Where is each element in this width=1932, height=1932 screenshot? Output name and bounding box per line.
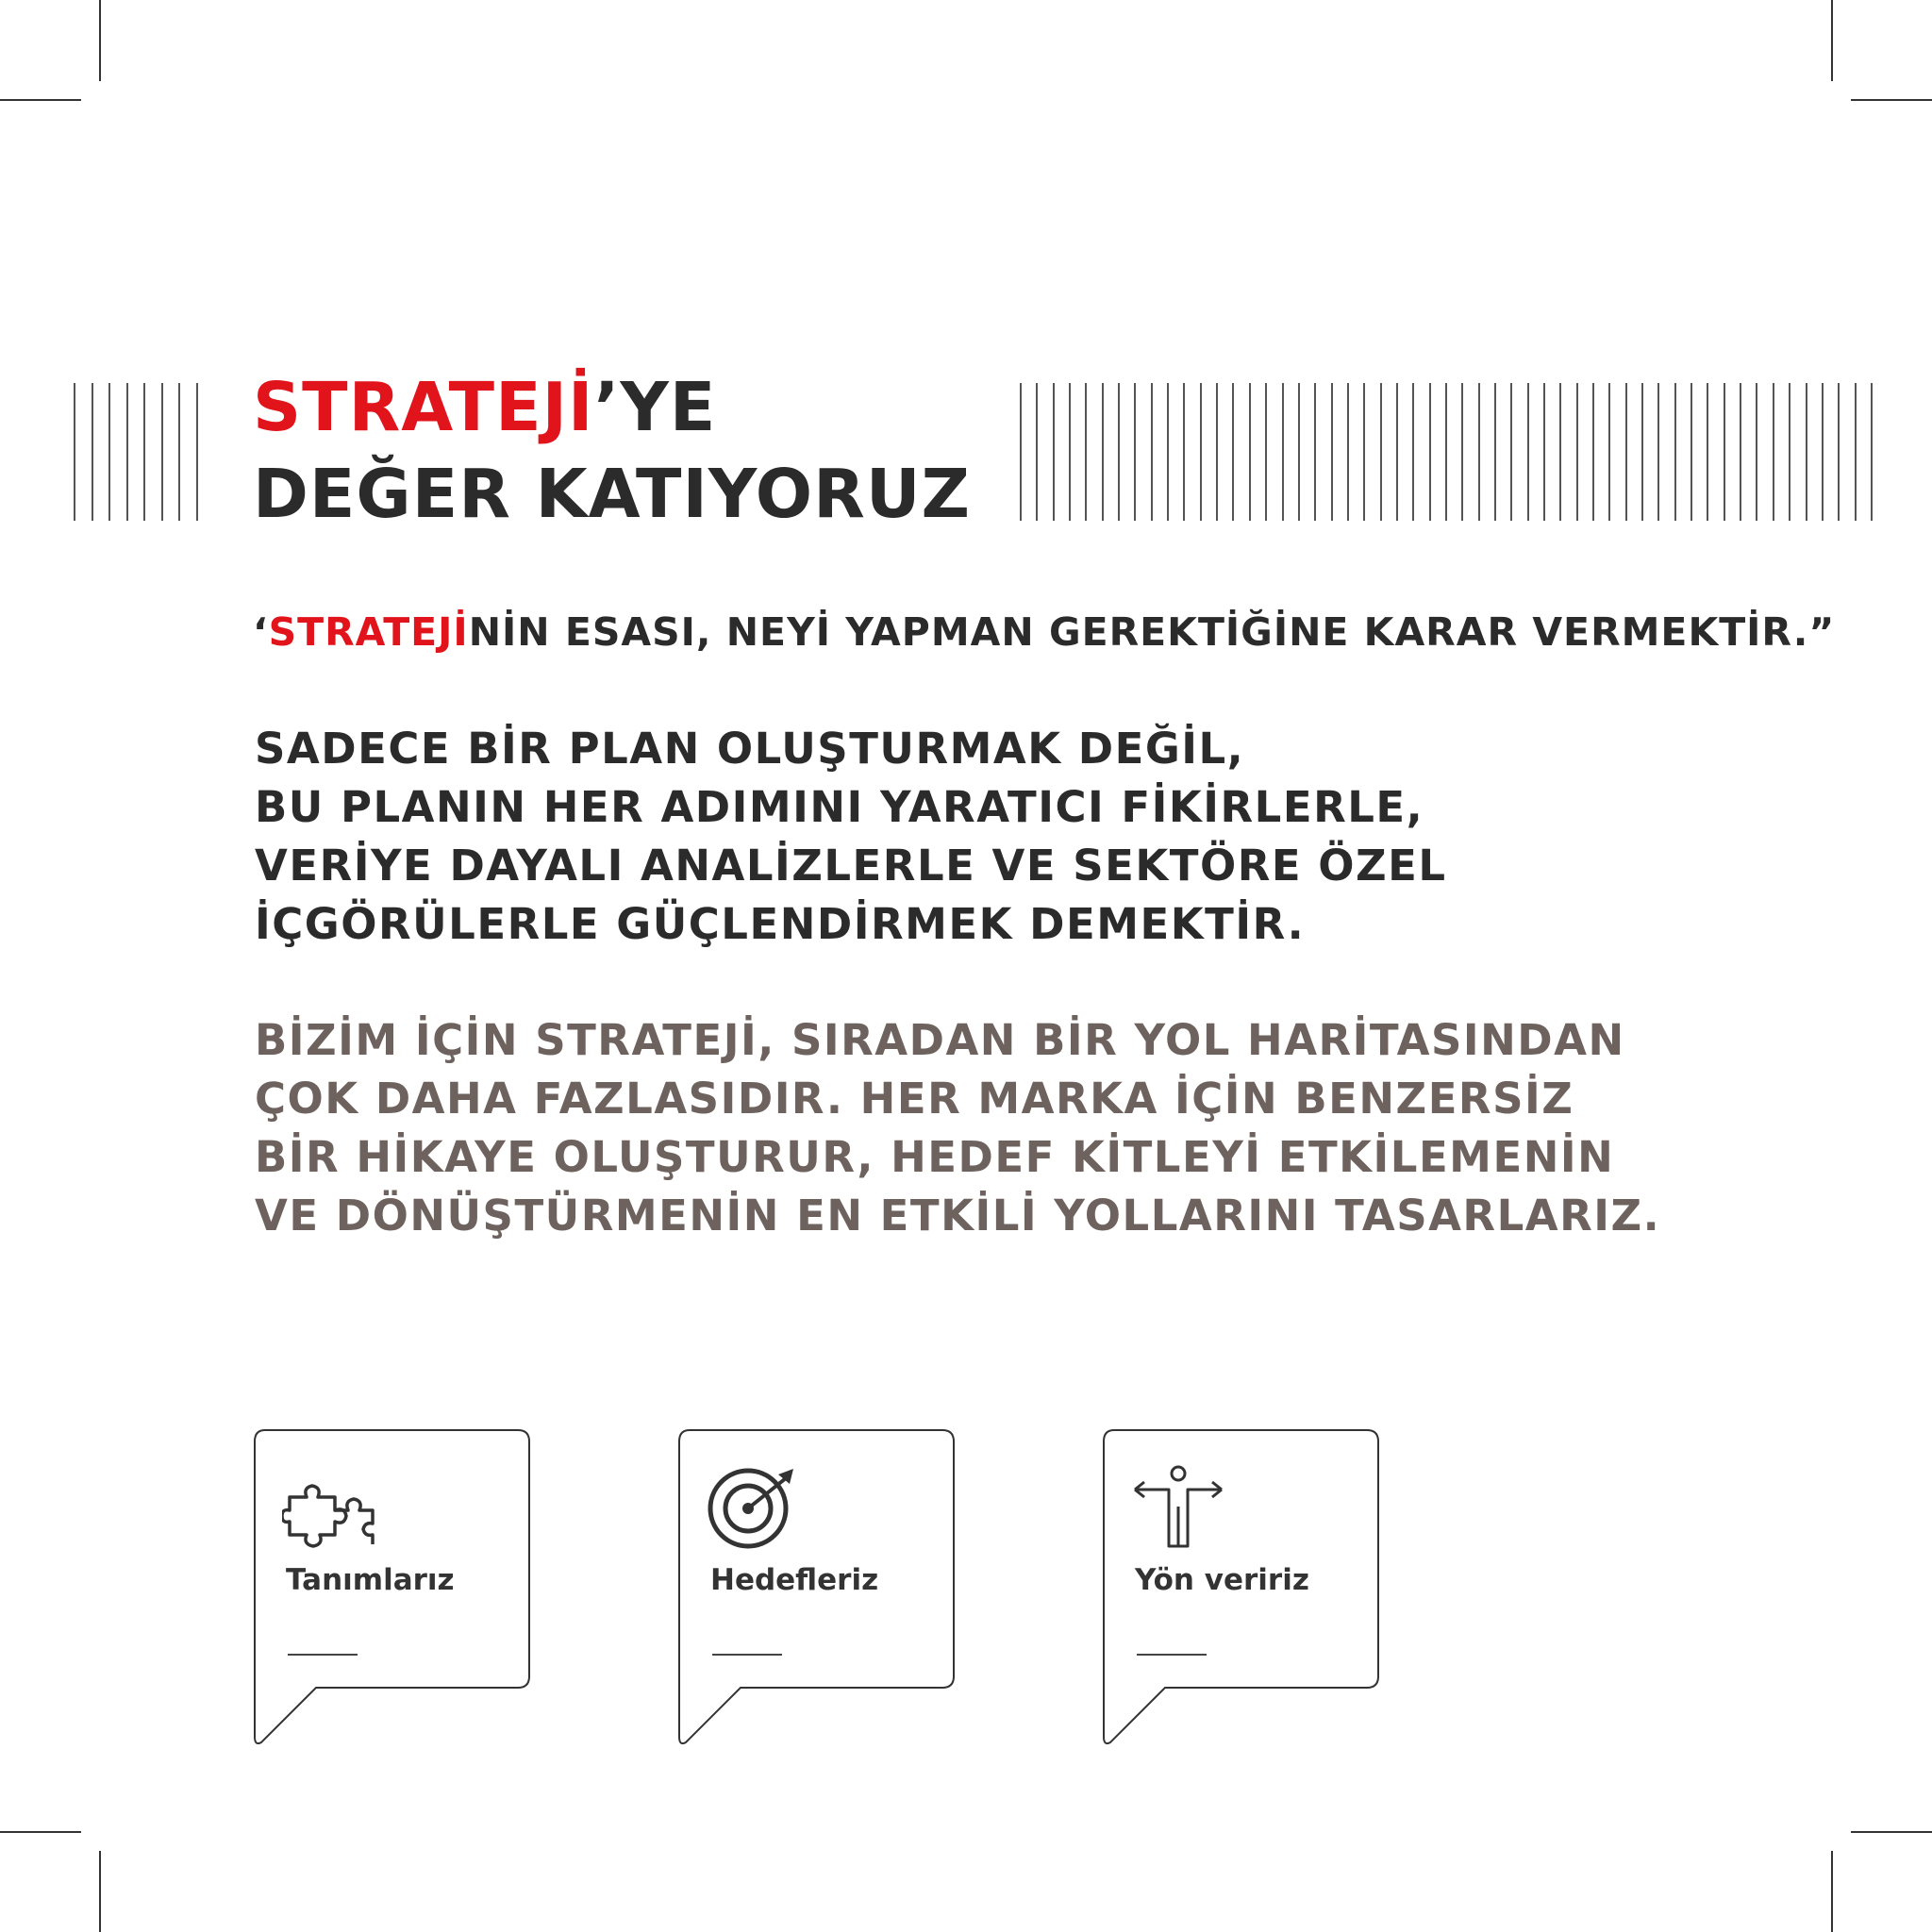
crop-mark-bottom-right-v <box>1831 1851 1833 1932</box>
headline-line2: DEĞER KATIYORUZ <box>253 455 971 533</box>
direction-person-icon <box>1131 1465 1225 1550</box>
decorative-lines-left <box>74 383 198 521</box>
decorative-line <box>1559 383 1561 521</box>
paragraph-2-line: BİR HİKAYE OLUŞTURUR, HEDEF KİTLEYİ ETKİLEMENİN <box>255 1132 1615 1182</box>
decorative-line <box>1134 383 1136 521</box>
decorative-line <box>1510 383 1512 521</box>
decorative-line <box>1478 383 1480 521</box>
quote-accent: STRATEJİ <box>268 609 469 655</box>
decorative-line <box>1690 383 1692 521</box>
decorative-line <box>196 383 198 521</box>
decorative-line <box>1069 383 1071 521</box>
decorative-line <box>1183 383 1185 521</box>
decorative-line <box>1314 383 1316 521</box>
decorative-line <box>143 383 145 521</box>
crop-mark-top-left-v <box>99 0 101 81</box>
decorative-line <box>1347 383 1349 521</box>
paragraph-2 <box>255 1011 1660 1245</box>
decorative-line <box>1838 383 1840 521</box>
decorative-line <box>1167 383 1169 521</box>
decorative-lines-right <box>1020 383 1873 521</box>
decorative-line <box>1592 383 1594 521</box>
decorative-line <box>1756 383 1757 521</box>
decorative-line <box>1527 383 1529 521</box>
decorative-line <box>1625 383 1627 521</box>
paragraph-1-line: BU PLANIN HER ADIMINI YARATICI FİKİRLERLE, <box>255 782 1424 832</box>
paragraph-2-line: ÇOK DAHA FAZLASIDIR. HER MARKA İÇİN BENZERSİZ <box>255 1074 1574 1124</box>
paragraph-2-line: BİZİM İÇİN STRATEJİ, SIRADAN BİR YOL HARİTASINDAN <box>255 1015 1625 1065</box>
decorative-line <box>161 383 163 521</box>
decorative-line <box>108 383 110 521</box>
decorative-line <box>1412 383 1414 521</box>
decorative-line <box>1461 383 1463 521</box>
decorative-line <box>1151 383 1153 521</box>
puzzle-icon <box>282 1465 376 1550</box>
decorative-line <box>1118 383 1120 521</box>
crop-mark-top-left-h <box>0 99 81 101</box>
card-label: Yön veririz <box>1135 1563 1309 1597</box>
decorative-line <box>1265 383 1267 521</box>
decorative-line <box>1429 383 1431 521</box>
decorative-line <box>1200 383 1202 521</box>
card-hedefleriz <box>678 1429 954 1689</box>
decorative-line <box>1871 383 1873 521</box>
decorative-line <box>1298 383 1300 521</box>
decorative-line <box>1396 383 1398 521</box>
decorative-line <box>92 383 93 521</box>
decorative-line <box>1085 383 1087 521</box>
target-icon <box>707 1465 801 1550</box>
decorative-line <box>1707 383 1708 521</box>
card-underline <box>288 1654 358 1656</box>
decorative-line <box>1036 383 1038 521</box>
decorative-line <box>1641 383 1643 521</box>
decorative-line <box>74 383 75 521</box>
decorative-line <box>1494 383 1496 521</box>
decorative-line <box>1380 383 1382 521</box>
decorative-line <box>1855 383 1857 521</box>
quote-open-mark: ‘ <box>253 609 269 655</box>
decorative-line <box>1363 383 1365 521</box>
card-underline <box>1137 1654 1207 1656</box>
decorative-line <box>1020 383 1022 521</box>
crop-mark-top-right-h <box>1851 99 1932 101</box>
decorative-line <box>1216 383 1218 521</box>
decorative-line <box>1543 383 1545 521</box>
card-label: Hedefleriz <box>710 1563 879 1597</box>
decorative-line <box>1576 383 1578 521</box>
crop-mark-bottom-left-v <box>99 1851 101 1932</box>
headline <box>253 364 971 538</box>
paragraph-2-line: VE DÖNÜŞTÜRMENİN EN ETKİLİ YOLLARINI TASARLARIZ. <box>255 1191 1661 1241</box>
decorative-line <box>1789 383 1790 521</box>
decorative-line <box>1282 383 1284 521</box>
paragraph-1-line: İÇGÖRÜLERLE GÜÇLENDİRMEK DEMEKTİR. <box>255 899 1306 949</box>
decorative-line <box>1674 383 1676 521</box>
decorative-line <box>1740 383 1741 521</box>
paragraph-1-line: VERİYE DAYALI ANALİZLERLE VE SEKTÖRE ÖZEL <box>255 841 1447 891</box>
quote <box>253 609 1835 655</box>
decorative-line <box>1102 383 1104 521</box>
headline-line1-rest: ’YE <box>593 368 717 446</box>
decorative-line <box>1232 383 1234 521</box>
decorative-line <box>1657 383 1659 521</box>
quote-rest: NİN ESASI, NEYİ YAPMAN GEREKTİĞİNE KARAR VERMEKTİR.” <box>468 609 1836 655</box>
crop-mark-bottom-left-h <box>0 1831 81 1833</box>
decorative-line <box>1053 383 1055 521</box>
headline-accent: STRATEJİ <box>253 368 594 446</box>
decorative-line <box>178 383 180 521</box>
decorative-line <box>1249 383 1251 521</box>
decorative-line <box>126 383 128 521</box>
paragraph-1 <box>255 720 1447 954</box>
decorative-line <box>1724 383 1725 521</box>
card-yon-veririz <box>1103 1429 1378 1689</box>
decorative-line <box>1822 383 1824 521</box>
decorative-line <box>1331 383 1333 521</box>
card-underline <box>712 1654 782 1656</box>
decorative-line <box>1773 383 1774 521</box>
card-tanimlariz <box>254 1429 529 1689</box>
decorative-line <box>1608 383 1610 521</box>
crop-mark-bottom-right-h <box>1851 1831 1932 1833</box>
paragraph-1-line: SADECE BİR PLAN OLUŞTURMAK DEĞİL, <box>255 724 1245 774</box>
card-label: Tanımlarız <box>286 1563 455 1597</box>
crop-mark-top-right-v <box>1831 0 1833 81</box>
decorative-line <box>1806 383 1807 521</box>
decorative-line <box>1445 383 1447 521</box>
